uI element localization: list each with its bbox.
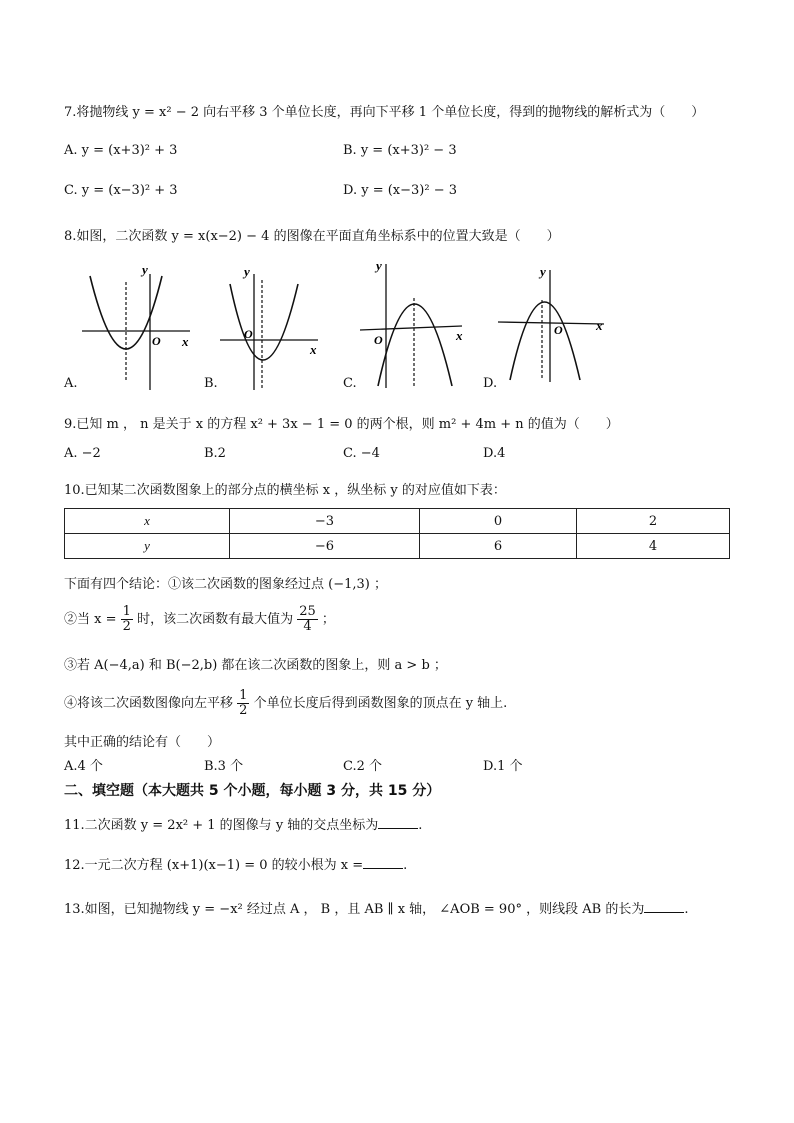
table-cell: 0: [420, 509, 577, 534]
q10-option-a[interactable]: A.4 个: [64, 759, 103, 774]
table-cell: x: [65, 509, 230, 534]
q9-option-a[interactable]: A. −2: [64, 446, 101, 461]
q10-c2-fraction-2: [297, 605, 318, 634]
q10-c2-part-b: 时，该二次函数有最大值为: [137, 612, 294, 627]
graph-d-parabola: [510, 302, 580, 380]
graph-c-origin: O: [374, 333, 383, 347]
q10-conclusion-2: [64, 605, 335, 634]
table-cell: 2: [577, 509, 730, 534]
question-10-stem: 10.已知某二次函数图象上的部分点的横坐标 x ，纵坐标 y 的对应值如下表：: [64, 483, 506, 498]
q10-c4-part-a: ④将该二次函数图像向左平移: [64, 696, 234, 711]
graph-a: [78, 262, 198, 392]
table-cell: 6: [420, 534, 577, 559]
q12-answer-blank[interactable]: [363, 856, 403, 869]
q10-c2-part-c: ；: [321, 612, 335, 627]
q10-c2-f2-den: 4: [303, 619, 312, 634]
q8-option-b[interactable]: B.: [204, 376, 218, 391]
graph-c: [358, 258, 470, 390]
graph-b-y-label: y: [244, 266, 250, 279]
graph-d-x-axis: [498, 322, 604, 324]
q10-option-c[interactable]: C.2 个: [343, 759, 383, 774]
graph-c-x-axis: [360, 326, 462, 330]
question-13: [64, 898, 688, 917]
q7-option-a[interactable]: A. y = (x+3)² + 3: [64, 143, 178, 158]
q10-c4-f-num: 1: [239, 688, 248, 703]
graph-b-parabola: [230, 284, 298, 360]
q9-option-d[interactable]: D.4: [483, 446, 506, 461]
q12-text: 12.一元二次方程 (x+1)(x−1) = 0 的较小根为 x =: [64, 858, 364, 873]
q10-conclusion-3: ③若 A(−4,a) 和 B(−2,b) 都在该二次函数的图象上，则 a > b ；: [64, 658, 447, 673]
q13-answer-blank[interactable]: [644, 900, 684, 913]
table-cell: y: [65, 534, 230, 559]
question-9-stem: 9.已知 m ， n 是关于 x 的方程 x² + 3x − 1 = 0 的两个根，则 m² + 4m + n 的值为（ ）: [64, 417, 619, 432]
q10-c4-part-b: 个单位长度后得到函数图象的顶点在 y 轴上.: [253, 696, 508, 711]
q13-end: .: [684, 902, 689, 917]
q10-c2-f2-num: 25: [299, 604, 316, 619]
q10-intro: 下面有四个结论：①该二次函数的图象经过点 (−1,3) ；: [64, 577, 387, 592]
q8-option-d[interactable]: D.: [483, 376, 498, 391]
table-row: [65, 534, 730, 559]
question-11: [64, 814, 422, 833]
q10-c2-part-a: ②当 x =: [64, 612, 117, 627]
question-12: [64, 854, 407, 873]
graph-d-x-label: x: [596, 318, 603, 333]
graph-a-origin: O: [152, 334, 161, 348]
q7-option-d[interactable]: D. y = (x−3)² − 3: [343, 183, 458, 198]
q9-option-c[interactable]: C. −4: [343, 446, 380, 461]
graph-d-y-label: y: [540, 266, 546, 279]
graph-b: [218, 266, 328, 392]
graph-d-origin: O: [554, 323, 563, 337]
q10-c4-f-den: 2: [239, 703, 248, 718]
q12-end: .: [403, 858, 408, 873]
graph-c-y-label: y: [376, 258, 382, 273]
q7-option-c[interactable]: C. y = (x−3)² + 3: [64, 183, 178, 198]
section-2-heading: 二、填空题（本大题共 5 个小题，每小题 3 分，共 15 分）: [64, 783, 441, 799]
q11-end: .: [418, 818, 423, 833]
graph-a-y-label: y: [142, 262, 148, 277]
table-cell: −6: [230, 534, 420, 559]
q11-text: 11.二次函数 y = 2x² + 1 的图像与 y 轴的交点坐标为: [64, 818, 379, 833]
q10-ask: 其中正确的结论有（ ）: [64, 735, 221, 750]
q10-c2-f1-den: 2: [122, 619, 131, 634]
q10-option-b[interactable]: B.3 个: [204, 759, 244, 774]
q11-answer-blank[interactable]: [378, 816, 418, 829]
q10-c2-f1-num: 1: [122, 604, 131, 619]
question-8-stem: 8.如图，二次函数 y = x(x−2) − 4 的图像在平面直角坐标系中的位置大致是（ ）: [64, 229, 560, 244]
graph-d: [496, 266, 608, 384]
q10-conclusion-4: [64, 689, 507, 718]
question-7-stem: 7.将抛物线 y = x² − 2 向右平移 3 个单位长度，再向下平移 1 个单位长度，得到的抛物线的解析式为（ ）: [64, 105, 705, 120]
table-cell: 4: [577, 534, 730, 559]
graph-c-parabola: [378, 304, 452, 386]
q7-option-b[interactable]: B. y = (x+3)² − 3: [343, 143, 457, 158]
value-table: [64, 508, 730, 559]
q10-c4-fraction: [237, 689, 249, 718]
q8-option-c[interactable]: C.: [343, 376, 357, 391]
graph-b-origin: O: [244, 327, 253, 341]
q10-c2-fraction-1: [121, 605, 133, 634]
q13-text: 13.如图，已知抛物线 y = −x² 经过点 A ， B ，且 AB ∥ x 轴， ∠AOB = 90° ，则线段 AB 的长为: [64, 902, 645, 917]
q9-option-b[interactable]: B.2: [204, 446, 226, 461]
graph-a-x-label: x: [182, 334, 189, 349]
graph-c-x-label: x: [456, 328, 463, 343]
table-row: [65, 509, 730, 534]
graph-b-x-label: x: [310, 342, 317, 357]
q10-option-d[interactable]: D.1 个: [483, 759, 523, 774]
q8-option-a[interactable]: A.: [64, 376, 78, 391]
table-cell: −3: [230, 509, 420, 534]
